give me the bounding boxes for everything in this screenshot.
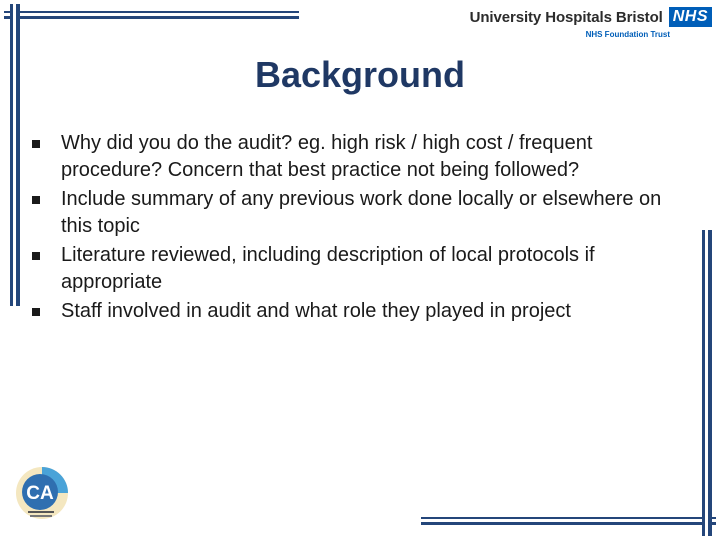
- bottom-frame-gap: [421, 519, 716, 522]
- bullet-text: Include summary of any previous work done locally or elsewhere on this topic: [61, 188, 662, 237]
- bullet-text: Why did you do the audit? eg. high risk / high cost / frequent procedure? Concern that best practice not being followed?: [61, 132, 593, 181]
- bullet-text: Staff involved in audit and what role they played in project: [61, 300, 571, 322]
- square-bullet-icon: [32, 308, 40, 316]
- nhs-badge: NHS: [669, 7, 712, 27]
- bullet-text: Literature reviewed, including description of local protocols if appropriate: [61, 244, 595, 293]
- bullet-item: [30, 298, 680, 325]
- trust-name: University Hospitals Bristol: [469, 8, 663, 26]
- nhs-trust-logo: [470, 7, 712, 39]
- bullet-item: [30, 186, 680, 240]
- bullet-item: [30, 130, 680, 184]
- top-frame-gap: [4, 13, 299, 16]
- square-bullet-icon: [32, 140, 40, 148]
- slide-title: Background: [254, 54, 466, 95]
- trust-subtitle: NHS Foundation Trust: [585, 30, 670, 39]
- left-frame-gap: [13, 4, 16, 306]
- bullet-item: [30, 242, 680, 296]
- bullet-list: [30, 130, 680, 327]
- clinical-audit-logo: [14, 465, 70, 521]
- square-bullet-icon: [32, 252, 40, 260]
- ca-logo-caption-bar: [30, 515, 52, 517]
- ca-logo-caption-bar: [28, 511, 54, 513]
- right-frame-gap: [705, 230, 708, 536]
- ca-logo-letters: CA: [26, 483, 54, 504]
- square-bullet-icon: [32, 196, 40, 204]
